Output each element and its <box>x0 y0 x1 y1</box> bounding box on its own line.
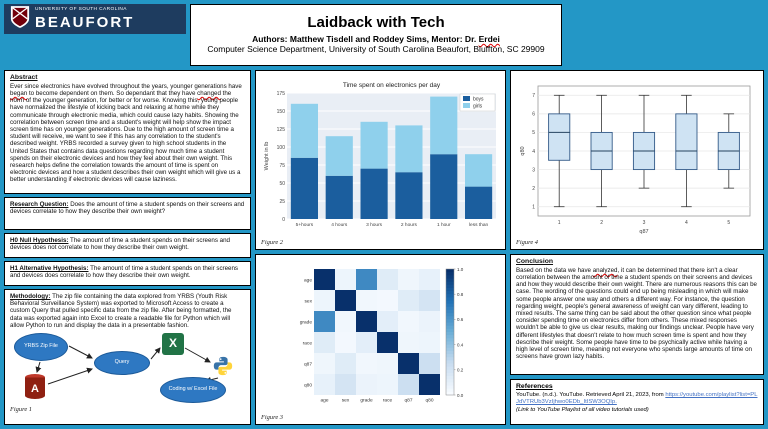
logo-university-line: UNIVERSITY OF SOUTH CAROLINA <box>35 7 127 13</box>
flow-node-yrbs-zip: YRBS Zip File <box>14 333 68 361</box>
svg-text:3 hours: 3 hours <box>366 222 383 228</box>
research-question-heading: Research Question: <box>10 201 69 208</box>
svg-text:100: 100 <box>276 144 285 151</box>
left-column <box>4 70 251 425</box>
methodology-heading: Methodology: <box>10 293 51 300</box>
flow-node-query: Query <box>94 351 150 375</box>
svg-text:boys: boys <box>473 96 484 102</box>
abstract-heading: Abstract <box>10 74 38 81</box>
svg-text:A: A <box>31 382 39 395</box>
figure1-caption: Figure 1 <box>10 405 32 413</box>
figure4-chart <box>516 74 758 239</box>
figure2-caption: Figure 2 <box>261 239 283 246</box>
svg-text:7: 7 <box>532 92 535 99</box>
figure2-chart <box>261 74 500 239</box>
figure4-caption: Figure 4 <box>516 239 538 246</box>
svg-text:0.8: 0.8 <box>456 291 463 297</box>
svg-text:q87: q87 <box>403 398 413 403</box>
poster-title: Laidback with Tech <box>307 14 445 32</box>
references-heading: References <box>516 383 553 390</box>
title-block <box>190 4 562 66</box>
svg-text:q87: q87 <box>303 361 312 367</box>
svg-text:175: 175 <box>276 90 285 97</box>
middle-column <box>255 70 506 425</box>
figure2-panel <box>255 70 506 250</box>
alt-hypothesis-heading: H1 Alternative Hypothesis: <box>10 265 89 272</box>
svg-text:Time spent on electronics per: Time spent on electronics per day <box>342 81 441 89</box>
methodology-flowchart <box>10 331 243 405</box>
authors-text: Authors: Matthew Tisdell and Roddey Sims, Mentor: Dr. <box>252 33 479 44</box>
svg-text:75: 75 <box>279 162 285 169</box>
alt-hypothesis-section <box>4 261 251 286</box>
python-icon <box>212 355 234 377</box>
svg-text:2: 2 <box>600 219 603 226</box>
figure3-chart <box>261 258 500 414</box>
svg-text:0.2: 0.2 <box>456 367 463 373</box>
university-shield-icon <box>10 5 30 34</box>
svg-text:125: 125 <box>276 126 285 133</box>
svg-text:25: 25 <box>279 198 285 205</box>
references-section <box>510 379 764 425</box>
svg-text:50: 50 <box>279 180 285 187</box>
svg-text:150: 150 <box>276 108 285 115</box>
svg-text:age: age <box>319 398 329 403</box>
svg-text:0.4: 0.4 <box>456 341 463 347</box>
research-question-text: Does the amount of time a student spends on their screens and devices correlate to how they describe their own weight? <box>10 201 245 216</box>
svg-text:5+hours: 5+hours <box>295 222 314 228</box>
header-spacer <box>566 4 764 66</box>
svg-text:3: 3 <box>642 219 646 226</box>
svg-text:1: 1 <box>532 204 535 211</box>
reference-citation: YouTube. (n.d.). YouTube. Retrieved April 21, 2023, from <box>516 392 664 399</box>
poster-affiliation: Computer Science Department, University of South Carolina Beaufort, Bluffton, SC 29909 <box>207 43 545 54</box>
svg-text:race: race <box>382 398 392 403</box>
null-hypothesis-section <box>4 233 251 258</box>
reference-note: (Link to YouTube Playlist of all video tutorials used) <box>516 407 649 414</box>
svg-text:q80: q80 <box>424 398 434 403</box>
alt-hypothesis-text: The amount of time a student spends on their screens and devices does correlate to how they describe their own weight. <box>10 265 239 280</box>
null-hypothesis-heading: H0 Null Hypothesis: <box>10 237 69 244</box>
youtube-playlist-link[interactable]: https://youtube.com/playlist?list=PLJdVTRUb3VzIjhwo0EDb_ItISW3OQIp. <box>516 392 758 406</box>
svg-text:sex: sex <box>304 298 312 304</box>
svg-text:q80: q80 <box>520 145 526 156</box>
svg-text:q87: q87 <box>639 228 649 235</box>
null-hypothesis-text: The amount of time a student spends on their screens and devices does not correlate to how they describe their own weight. <box>10 237 230 252</box>
excel-icon <box>162 333 184 355</box>
svg-text:less than: less than <box>468 222 489 228</box>
svg-text:2: 2 <box>532 185 535 192</box>
svg-text:3: 3 <box>532 166 535 173</box>
methodology-section <box>4 289 251 425</box>
svg-text:Weight in lb: Weight in lb <box>264 141 270 170</box>
mentor-name: Erdei <box>478 33 500 44</box>
svg-text:4: 4 <box>532 148 535 155</box>
access-database-icon <box>24 373 46 401</box>
methodology-paragraph <box>10 293 245 329</box>
svg-text:sex: sex <box>341 398 349 403</box>
logo-wordmark <box>35 8 134 30</box>
svg-text:0.6: 0.6 <box>456 316 463 322</box>
figure4-panel <box>510 70 764 250</box>
excel-icon-letter: X <box>168 335 177 350</box>
university-logo <box>4 4 186 34</box>
svg-text:race: race <box>302 340 312 346</box>
svg-text:1 hour: 1 hour <box>436 222 451 228</box>
svg-text:5: 5 <box>532 129 535 136</box>
right-column <box>510 70 764 425</box>
flow-node-coding: Coding w/ Excel File <box>160 377 226 403</box>
poster-authors <box>195 34 557 44</box>
header-row <box>4 4 764 66</box>
figure3-panel <box>255 254 506 425</box>
abstract-section <box>4 70 251 194</box>
logo-campus-name: BEAUFORT <box>35 13 135 31</box>
conclusion-section <box>510 254 764 375</box>
svg-text:4 hours: 4 hours <box>331 222 348 228</box>
svg-text:0: 0 <box>282 216 285 223</box>
svg-text:1.0: 1.0 <box>456 266 463 272</box>
conclusion-heading: Conclusion <box>516 258 554 265</box>
svg-text:q80: q80 <box>303 382 312 388</box>
poster-content <box>4 70 764 425</box>
svg-text:2 hours: 2 hours <box>400 222 417 228</box>
svg-text:5: 5 <box>727 219 731 226</box>
svg-text:age: age <box>303 277 312 283</box>
svg-text:6: 6 <box>532 111 535 118</box>
methodology-text: The zip file containing the data explored from YRBS (Youth Risk Behavioral Surveillance System) was exported to Microsoft Access to create a custom Query that pulled specific data from the zip file. After being formatted, the data was exported again into Excel to create a readable file for Python which will allow Python to run and display the data in a presentable fashion. <box>10 293 232 329</box>
svg-text:1: 1 <box>557 219 561 226</box>
svg-text:girls: girls <box>473 103 483 109</box>
research-question-section <box>4 197 251 230</box>
svg-text:4: 4 <box>685 219 688 226</box>
figure3-caption: Figure 3 <box>261 414 283 421</box>
svg-text:grade: grade <box>299 319 312 325</box>
svg-text:grade: grade <box>359 398 373 403</box>
abstract-text: Ever since electronics have evolved throughout the years, younger generations have began to become dependent on them. So dependant that they have changed the norm of the younger generation, for better or for worse. Knowing this, young people have normalized the lifestyle of kicking back and relaxing at home while they communicate through electronic media, which could cause lazy habits. Showing the correlation between screen time and a student's weight will help show the impact screen time has on younger generations. Due to the high amount of screen time a student will receive, we want to see if this has any correlation to the student's described weight. YRBS recorded a survey given to high school students in the United States that contains data questions regarding how much time a student spends on their electronic devices and how they feel about their own weight. This research helps define the correlation towards the amount of time is spent on electronic devices and how a student describes their own weight which will give us a better understanding if electronic devices will cause laziness. <box>10 82 242 184</box>
svg-text:0.0: 0.0 <box>456 392 463 398</box>
conclusion-text: Based on the data we have analyzed, it can be determined that there isn't a clear correlation between the amount of time a student spends on their screens and devices and how they would describe their own weight. There are numerous reasons this can be case. The wording of the questions could end up being misleading in which will make some people answer one way and others a different way. For instance, the question regarding weight, people's general awareness of weight can vary different, leading to mixed results. The same thing can be said about the other question since what people consider spending time on electronics differ from others. These mixed responses wouldn't be able to give us clear results, making our findings unclear. People have very different lifestyles that doesn't relate to how much screen time is spent and how they describe their weight. Some people have time to be psychically active while having a high level of screen time, meaning not everyone who spends large amounts of time on screens have grown lazy habits. <box>516 266 757 361</box>
